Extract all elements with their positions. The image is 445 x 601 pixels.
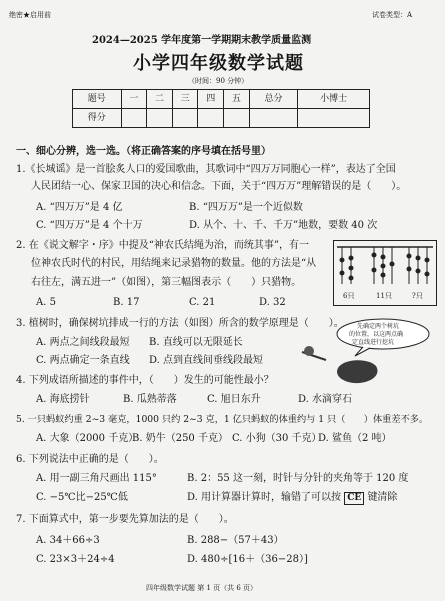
score-cell: 二: [147, 90, 173, 109]
q3-line: 3. 植树时，确保树坑排成一行的方法（如图）所含的数学原理是（ ）。: [16, 318, 344, 329]
score-cell: 三: [172, 90, 198, 109]
worker-icon: [304, 346, 314, 356]
rope-label-2: 11只: [376, 292, 392, 300]
q4-option-b: B. 瓜熟蒂落: [123, 394, 177, 405]
q5-option-c: C. 小狗（30 千克）: [232, 433, 322, 444]
score-input-cell[interactable]: [249, 109, 298, 128]
q2-line-1: 2. 在《说文解字・序》中提及“神农氏结绳为治，而统其事”，有一: [16, 240, 309, 251]
tree-planting-figure: [300, 318, 431, 388]
score-cell: 小博士: [298, 90, 370, 109]
q6-option-d-end: 键清除: [367, 492, 398, 503]
rope-label-3: ?只: [412, 292, 423, 300]
score-cell: 一: [121, 90, 147, 109]
q4-option-d: D. 水滴穿石: [298, 394, 353, 405]
q3-option-c: C. 两点确定一条直线: [36, 355, 130, 366]
score-cell: 题号: [73, 90, 122, 109]
q3-option-b: B. 直线可以无限延长: [149, 337, 243, 348]
q2-line-3: 右往左，满五进一”（如图），第三幅图表示（ ）只猎物。: [31, 277, 302, 288]
score-cell: 五: [224, 90, 250, 109]
q7-option-c: C. 23×3＋24÷4: [36, 554, 115, 565]
page-title: 小学四年级数学试题: [133, 53, 304, 74]
score-input-cell[interactable]: [172, 109, 198, 128]
bubble-text-1: 先确定两个树坑: [357, 323, 400, 330]
score-input-cell[interactable]: [298, 109, 370, 128]
q6-option-d: [187, 492, 397, 505]
q1-option-a: A. “四万万”是 4 亿: [36, 202, 123, 213]
q4-option-a: A. 海底捞针: [36, 394, 90, 405]
q6-option-d-text: D. 用计算器计算时，输错了可以按: [187, 492, 342, 503]
q7-option-d: D. 480÷[16＋（36−28）]: [187, 554, 308, 565]
q4-option-c: C. 旭日东升: [207, 394, 261, 405]
q2-option-c: C. 21: [189, 297, 216, 308]
bubble-text-3: 定直线进行挖坑: [352, 339, 395, 346]
page-footer: 四年级数学试题 第 1 页（共 6 页）: [146, 584, 258, 592]
tree-pit-icon: [337, 360, 377, 383]
q5-option-b: B. 奶牛（250 千克）: [132, 433, 228, 444]
ce-key-icon: CE: [344, 492, 364, 505]
exam-line: 2024—2025 学年度第一学期期末教学质量监测: [92, 35, 312, 46]
score-cell: 四: [198, 90, 224, 109]
q7-line: 7. 下面算式中，第一步要先算加法的是（ ）。: [16, 514, 234, 525]
q2-option-a: A. 5: [36, 297, 56, 308]
score-table-score-row: [73, 109, 370, 128]
q2-option-b: B. 17: [113, 297, 140, 308]
q4-line: 4. 下列成语所描述的事件中，（ ）发生的可能性最小？: [16, 375, 274, 386]
q1-option-b: B. “四万万”是一个近似数: [189, 202, 303, 213]
score-cell: 总分: [249, 90, 298, 109]
q5-line: 5. 一只蚂蚁约重 2~3 毫克，1000 只约 2~3 克，1 亿只蚂蚁的体重约与 1 只（ ）体重差不多。: [16, 414, 429, 425]
confidential-tag: 绝密★启用前: [9, 11, 51, 19]
rope-label-1: 6只: [343, 292, 355, 300]
paper-type: 试卷类型：A: [372, 11, 413, 19]
section-title: 一、细心分辨，选一选。（将正确答案的序号填在括号里）: [16, 146, 271, 157]
q5-option-a: A. 大象（2000 千克）: [36, 433, 139, 444]
q5-option-d: D. 鲨鱼（2 吨）: [318, 433, 392, 444]
bubble-text-2: 的位置，以这两点确: [349, 331, 404, 338]
knotted-rope-figure: [333, 240, 437, 306]
score-input-cell[interactable]: [147, 109, 173, 128]
q7-option-b: B. 288−（57＋43）: [187, 535, 284, 546]
q1-line-2: 人民团结一心、保家卫国的决心和信念。下面，关于“四万万”理解错误的是（ ）。: [31, 181, 407, 192]
q6-option-b: B. 2：55 这一刻，时针与分针的夹角等于 120 度: [187, 473, 409, 484]
q3-option-d: D. 点到直线间垂线段最短: [149, 355, 264, 366]
q3-option-a: A. 两点之间线段最短: [36, 337, 130, 348]
q2-option-d: D. 32: [259, 297, 286, 308]
score-input-cell[interactable]: [224, 109, 250, 128]
exam-time: （时间：90 分钟）: [188, 77, 249, 85]
score-input-cell[interactable]: [198, 109, 224, 128]
q6-option-c: C. −5℃比−25℃低: [36, 492, 128, 503]
q6-line: 6. 下列说法中正确的是（ ）。: [16, 454, 164, 465]
q1-option-d: D. 从个、十、千、千万”地数，要数 40 次: [189, 220, 378, 231]
score-table: [72, 89, 370, 128]
q6-option-a: A. 用一副三角尺画出 115°: [36, 473, 157, 484]
score-table-header-row: [73, 90, 370, 109]
score-cell: 得分: [73, 109, 122, 128]
score-input-cell[interactable]: [121, 109, 147, 128]
q1-line-1: 1.《长城谣》是一首脍炙人口的爱国歌曲，其歌词中“四万万同胞心一样”，表达了全国: [16, 164, 396, 175]
q1-option-c: C. “四万万”是 4 个十万: [36, 220, 143, 231]
q7-option-a: A. 34＋66÷3: [36, 535, 100, 546]
q2-line-2: 位神农氏时代的村民，用结绳来记录猎物的数量。他的方法是“从: [31, 258, 317, 269]
